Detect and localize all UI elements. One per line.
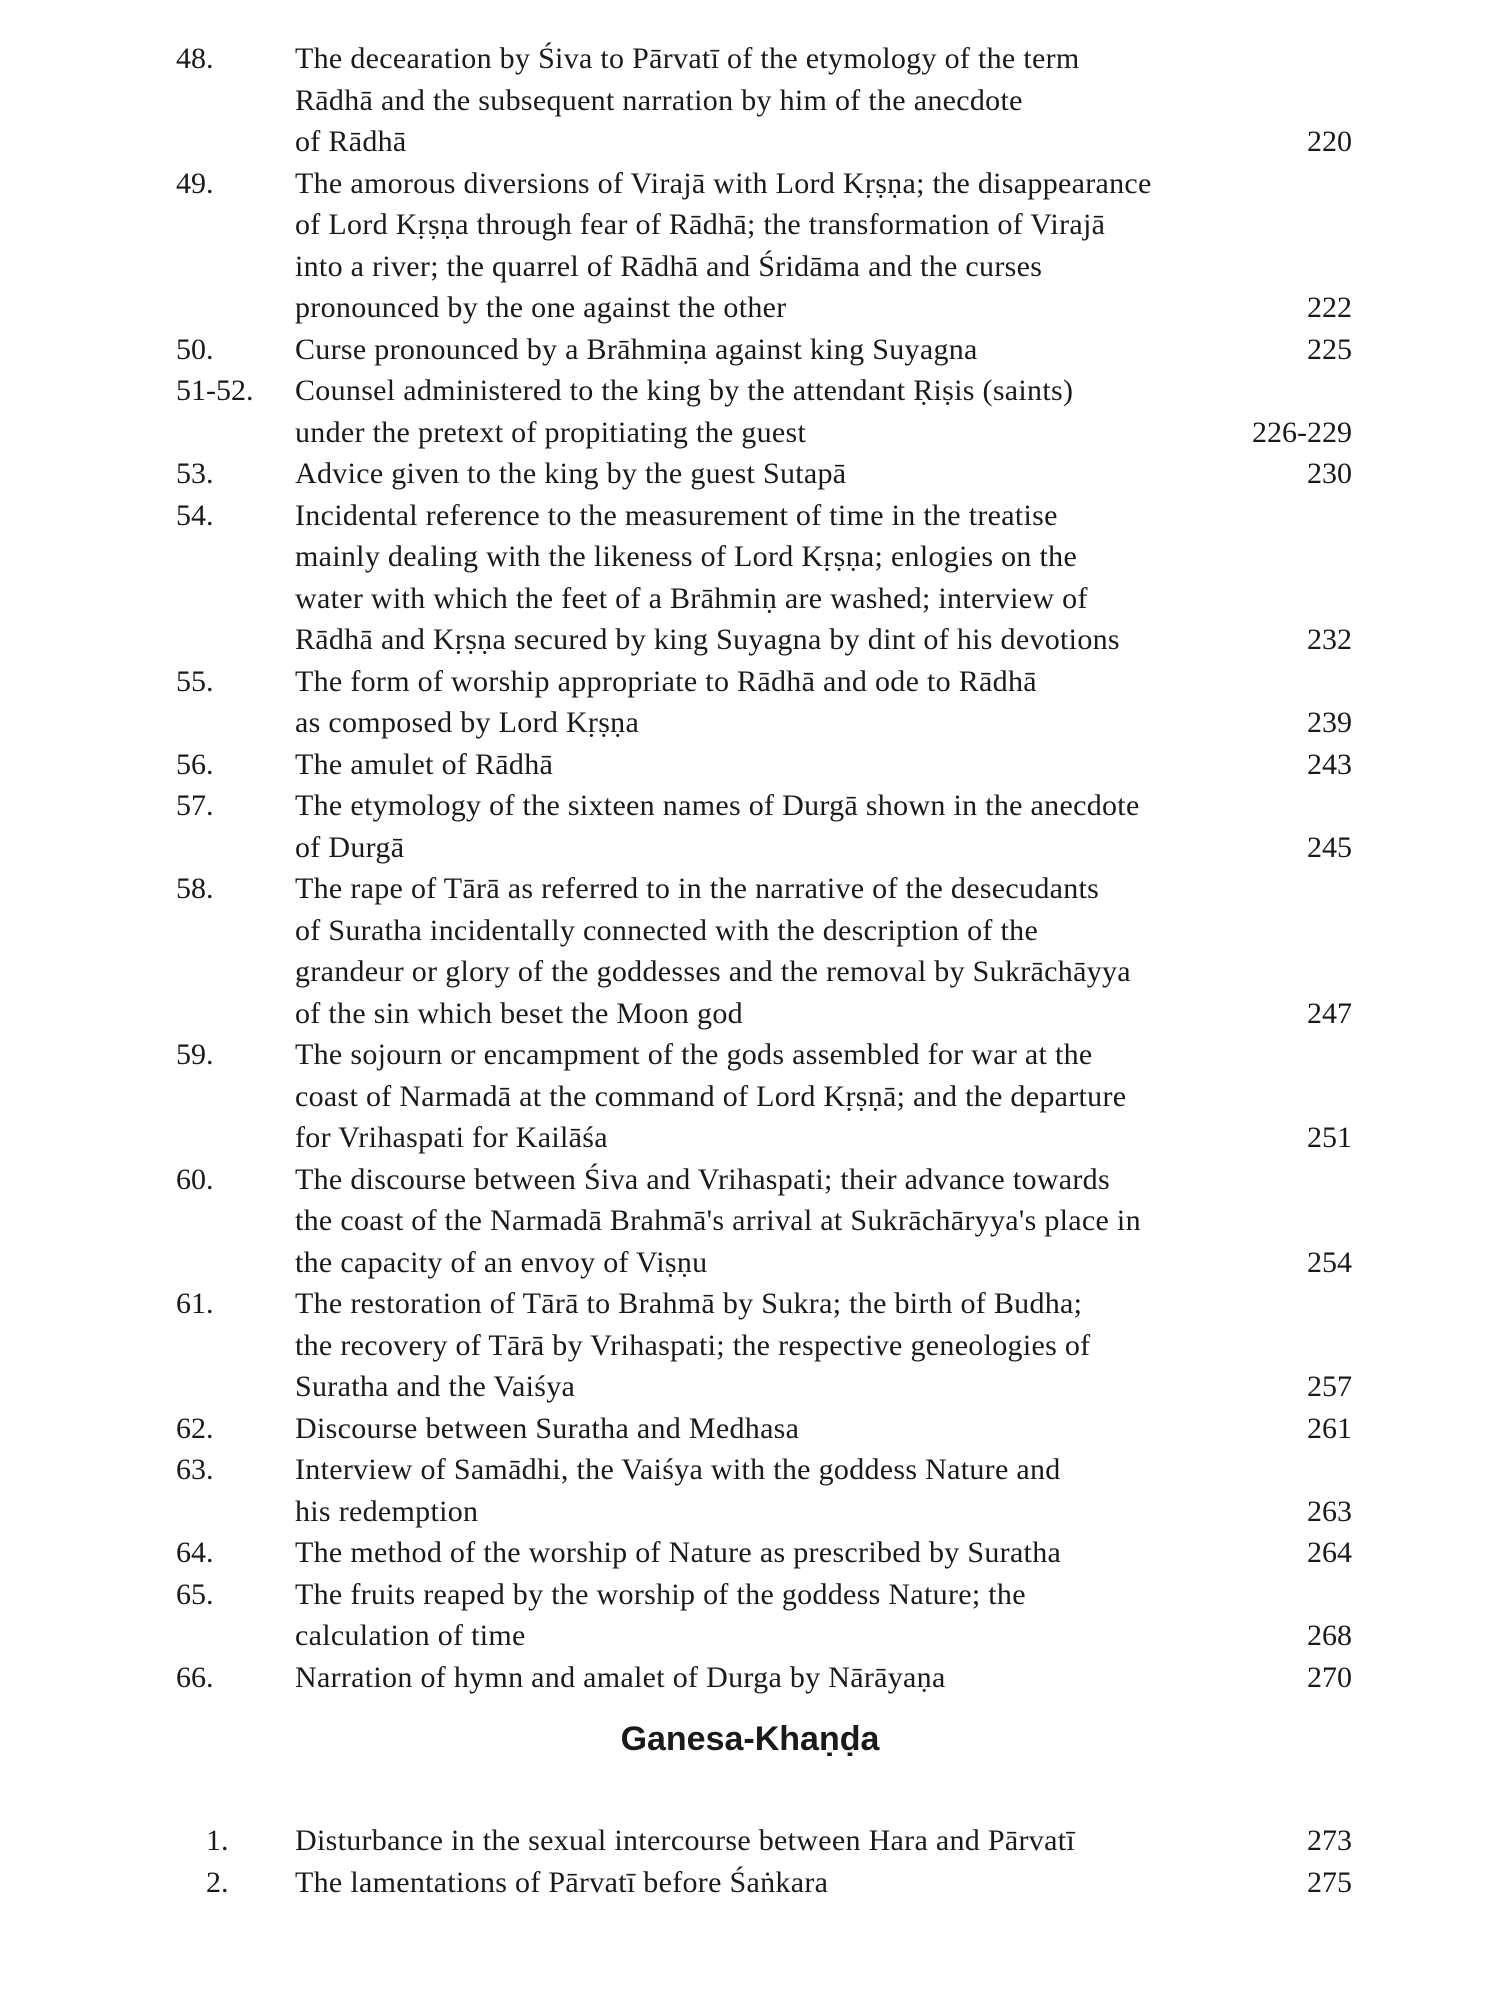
toc-entry (170, 1034, 1360, 1159)
toc-entry (170, 868, 1360, 1034)
toc-entry (170, 329, 1360, 371)
entry-title: Curse pronounced by a Brāhmiṇa against king Suyagna (295, 332, 978, 366)
entry-number: 57. (176, 789, 214, 822)
entry-title: The restoration of Tārā to Brahmā by Sukra; the birth of Budha; the recovery of Tārā by Vrihaspati; the respective geneologies of Suratha and the Vaiśya (295, 1287, 1091, 1403)
entry-title: The lamentations of Pārvatī before Śaṅkara (295, 1865, 829, 1899)
entry-number: 61. (176, 1287, 214, 1320)
entry-number: 50. (176, 332, 214, 366)
entry-page: 257 (1307, 1370, 1352, 1403)
toc-entry (170, 495, 1360, 661)
entry-number: 66. (176, 1660, 214, 1694)
entry-page: 230 (1307, 457, 1352, 490)
entry-title: Advice given to the king by the guest Sutapā (295, 457, 847, 490)
entry-title: The sojourn or encampment of the gods assembled for war at the coast of Narmadā at the command of Lord Kṛṣṇā; and the departure for Vrihaspati for Kailāśa (295, 1038, 1127, 1154)
entry-page: 263 (1307, 1494, 1352, 1528)
entry-title: The amulet of Rādhā (295, 747, 554, 781)
entry-page: 247 (1307, 996, 1352, 1030)
entry-title: The fruits reaped by the worship of the goddess Nature; the calculation of time (295, 1577, 1026, 1652)
entry-number: 62. (176, 1411, 214, 1445)
section-toc-list (170, 1820, 1360, 1903)
entry-title: The rape of Tārā as referred to in the narrative of the desecudants of Suratha incidentally connected with the description of the grandeur or glory of the goddesses and the removal by Sukrāchāyya of the sin which beset the Moon god (295, 872, 1131, 1030)
entry-title: The method of the worship of Nature as prescribed by Suratha (295, 1536, 1062, 1569)
entry-number: 48. (176, 42, 214, 75)
toc-entry (170, 38, 1360, 163)
entry-number: 58. (176, 872, 214, 905)
toc-entry (170, 1449, 1360, 1532)
toc-entry (170, 1862, 1360, 1904)
entry-page: 254 (1307, 1245, 1352, 1279)
entry-title: The amorous diversions of Virajā with Lord Kṛṣṇa; the disappearance of Lord Kṛṣṇa through fear of Rādhā; the transformation of Virajā into a river; the quarrel of Rādhā and Śridāma and the curses pronounced by the one against the other (295, 166, 1152, 324)
entry-number: 59. (176, 1038, 214, 1071)
toc-entry (170, 163, 1360, 329)
toc-entry (170, 453, 1360, 495)
entry-page: 268 (1307, 1619, 1352, 1652)
toc-entry (170, 1408, 1360, 1450)
entry-page: 270 (1307, 1660, 1352, 1694)
toc-entry (170, 1820, 1360, 1862)
entry-page: 222 (1307, 291, 1352, 324)
entry-page: 251 (1307, 1121, 1352, 1154)
toc-entry (170, 744, 1360, 786)
entry-number: 65. (176, 1577, 214, 1611)
toc-entry (170, 1283, 1360, 1408)
entry-number: 54. (176, 498, 214, 532)
toc-entry (170, 785, 1360, 868)
entry-page: 239 (1307, 706, 1352, 739)
entry-number: 63. (176, 1453, 214, 1486)
toc-entry (170, 1574, 1360, 1657)
entry-number: 2. (206, 1865, 229, 1899)
entry-page: 243 (1307, 747, 1352, 781)
entry-number: 60. (176, 1162, 214, 1196)
entry-page: 232 (1307, 623, 1352, 656)
entry-title: Interview of Samādhi, the Vaiśya with the goddess Nature and his redemption (295, 1453, 1061, 1528)
entry-number: 1. (206, 1824, 229, 1857)
entry-title: The form of worship appropriate to Rādhā and ode to Rādhā as composed by Lord Kṛṣṇa (295, 664, 1037, 739)
toc-entry (170, 1532, 1360, 1574)
entry-title: Incidental reference to the measurement of time in the treatise mainly dealing with the likeness of Lord Kṛṣṇa; enlogies on the water with which the feet of a Brāhmiṇ are washed; interview of Rādhā and Kṛṣṇa secured by king Suyagna by dint of his devotions (295, 498, 1120, 656)
entry-title: The discourse between Śiva and Vrihaspati; their advance towards the coast of the Narmadā Brahmā's arrival at Sukrāchāryya's place in the capacity of an envoy of Viṣṇu (295, 1162, 1141, 1279)
entry-page: 220 (1307, 125, 1352, 158)
entry-page: 273 (1307, 1824, 1352, 1857)
entry-title: Disturbance in the sexual intercourse between Hara and Pārvatī (295, 1824, 1075, 1857)
entry-number: 55. (176, 664, 214, 698)
entry-number: 51-52. (176, 374, 254, 407)
toc-list (170, 38, 1360, 1698)
entry-title: Counsel administered to the king by the attendant Ṛiṣis (saints) under the pretext of propitiating the guest (295, 374, 1074, 449)
entry-page: 261 (1307, 1411, 1352, 1445)
toc-entry (170, 1657, 1360, 1699)
entry-number: 53. (176, 457, 214, 490)
entry-page: 275 (1307, 1865, 1352, 1899)
entry-title: The etymology of the sixteen names of Durgā shown in the anecdote of Durgā (295, 789, 1140, 864)
entry-page: 264 (1307, 1536, 1352, 1569)
toc-entry (170, 1159, 1360, 1284)
entry-page: 226-229 (1252, 415, 1352, 449)
section-heading: Ganesa-Khaṇḍa (620, 1720, 880, 1758)
entry-number: 49. (176, 166, 214, 200)
entry-title: The decearation by Śiva to Pārvatī of the etymology of the term Rādhā and the subsequent narration by him of the anecdote of Rādhā (295, 42, 1080, 158)
entry-page: 245 (1307, 830, 1352, 864)
entry-title: Discourse between Suratha and Medhasa (295, 1411, 800, 1445)
entry-number: 64. (176, 1536, 214, 1569)
entry-title: Narration of hymn and amalet of Durga by Nārāyaṇa (295, 1660, 946, 1694)
toc-entry (170, 661, 1360, 744)
entry-page: 225 (1307, 332, 1352, 366)
toc-entry (170, 370, 1360, 453)
entry-number: 56. (176, 747, 214, 781)
